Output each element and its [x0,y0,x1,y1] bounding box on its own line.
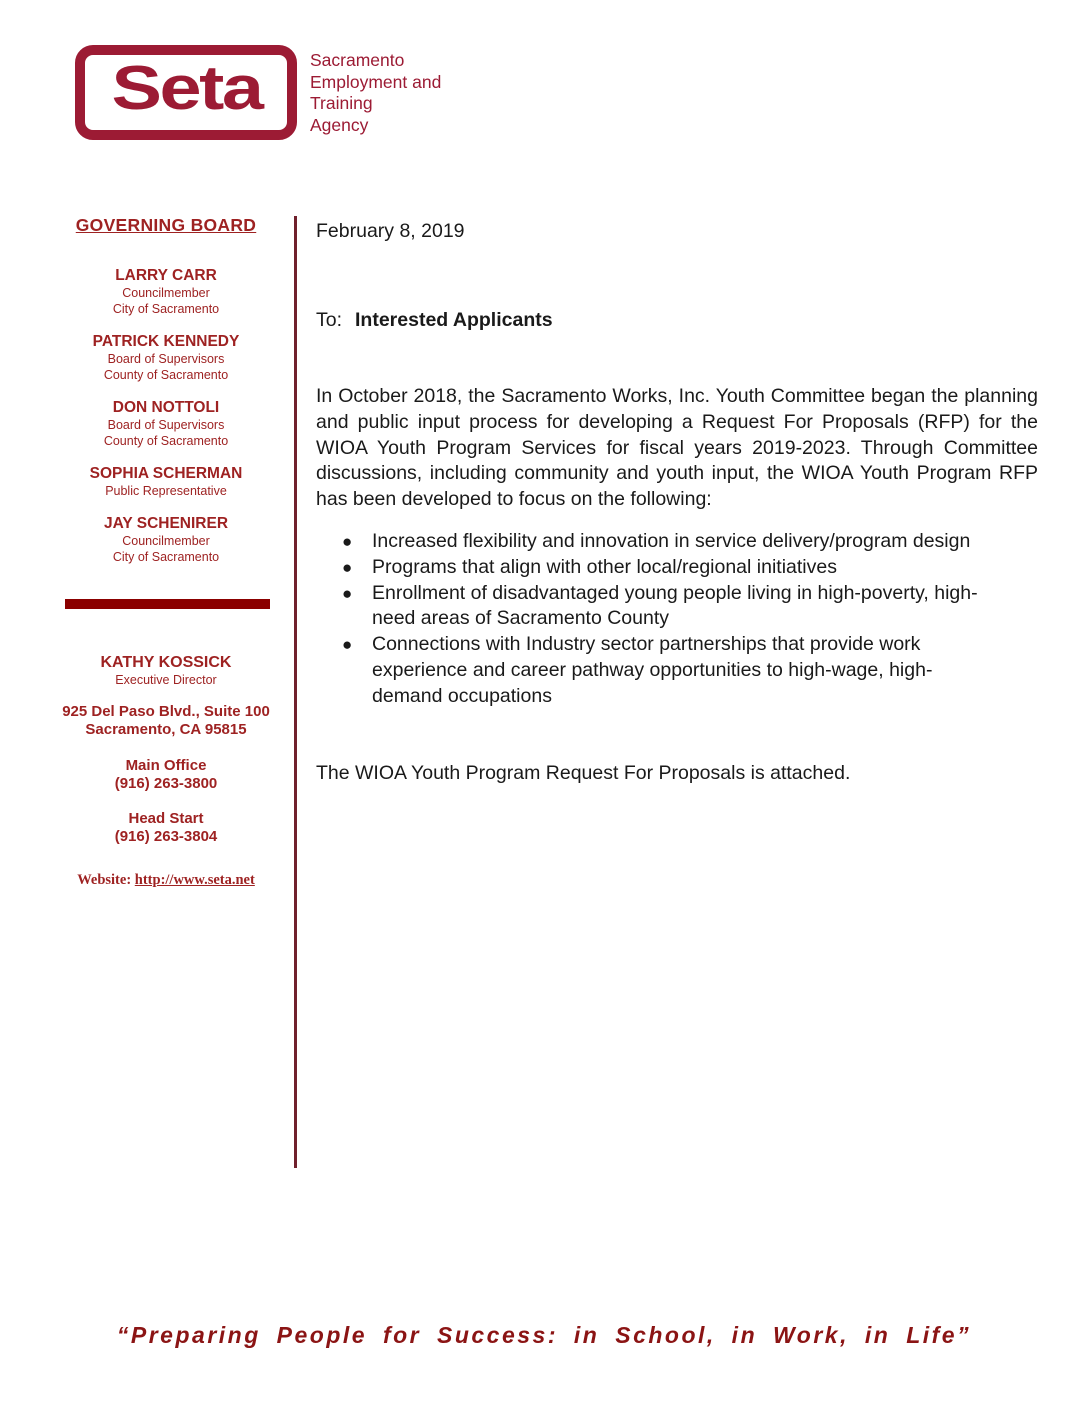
bullet-icon: ● [342,532,353,551]
board-member-detail: Councilmember [122,286,210,300]
governing-board-sidebar [60,215,272,565]
board-member-name: DON NOTTOLI [112,399,220,416]
board-member-detail: Board of Supervisors [107,418,225,432]
agency-name-line: Training [310,93,373,113]
bullet-item [316,632,1038,709]
to-value: Interested Applicants [355,309,553,331]
board-member-detail: Councilmember [122,534,210,548]
letter-body-paragraph: In October 2018, the Sacramento Works, Inc. Youth Committee began the planning and public input process for developing a Request For Proposals (RFP) for the WIOA Youth Program Services for fiscal years 2019-2023. Through Committee discussions, including community and youth input, the WIOA Youth Program RFP has been developed to focus on the following: [316,385,1038,511]
to-label: To: [316,309,343,331]
board-member-detail: City of Sacramento [112,550,220,564]
bullet-icon: ● [342,635,353,655]
bullet-icon: ● [342,583,353,603]
bullet-text: Connections with Industry sector partnerships that provide work experience and career pathway opportunities to high-wage, high-demand occupations [372,633,933,707]
board-member-detail: County of Sacramento [103,434,229,448]
bullet-text: Enrollment of disadvantaged young people living in high-poverty, high-need areas of Sacramento County [372,581,978,630]
website-link[interactable]: http://www.seta.net [134,872,255,888]
address-line: Sacramento, CA 95815 [85,720,247,738]
board-member-detail: Public Representative [105,484,227,498]
bullet-icon: ● [342,557,353,577]
website-label: Website: [77,872,132,888]
contact-phone: (916) 263-3800 [114,774,218,792]
bullet-list [316,529,1038,710]
agency-name-line: Employment and [310,71,442,92]
agency-address [60,703,272,738]
main-office-contact [60,757,272,792]
footer-tagline: “Preparing People for Success: in School, in Work, in Life” [116,1322,972,1348]
board-member-name: JAY SCHENIRER [103,515,229,532]
board-member-name: PATRICK KENNEDY [92,333,240,350]
bullet-text: Programs that align with other local/regional initiatives [372,555,837,578]
address-line: 925 Del Paso Blvd., Suite 100 [62,703,270,720]
letter-date: February 8, 2019 [316,220,465,242]
board-member [60,515,272,565]
board-member-detail: Board of Supervisors [107,352,225,366]
board-member [60,399,272,449]
board-member [60,267,272,317]
website-line [60,872,272,889]
board-member-name: LARRY CARR [115,267,217,284]
head-start-contact [60,810,272,845]
board-member-detail: City of Sacramento [112,302,220,316]
seta-logo [75,45,297,140]
agency-name-line: Agency [310,114,369,135]
board-member-name: SOPHIA SCHERMAN [89,465,243,482]
letter-to-line [316,309,553,332]
executive-director-title: Executive Director [115,673,217,687]
content-divider-line [294,216,297,1168]
agency-name-line: Sacramento [310,50,405,70]
bullet-text: Increased flexibility and innovation in service delivery/program design [372,530,971,552]
header-logo-row [75,45,441,140]
contact-phone: (916) 263-3804 [114,827,218,845]
governing-board-heading: GOVERNING BOARD [75,215,257,235]
sidebar-divider-bar [65,599,270,609]
executive-director-block [60,653,272,688]
bullet-item [316,555,1038,581]
seta-logo-text: Seta [110,53,262,123]
board-member [60,465,272,499]
bullet-item [316,581,1038,633]
executive-director-name: KATHY KOSSICK [100,654,232,671]
board-member-detail: County of Sacramento [103,368,229,382]
agency-name-block [310,45,441,140]
letter-closing-line: The WIOA Youth Program Request For Proposals is attached. [316,762,851,784]
bullet-item [316,529,1038,555]
contact-label: Head Start [128,810,204,827]
board-member [60,333,272,383]
contact-label: Main Office [125,757,207,774]
